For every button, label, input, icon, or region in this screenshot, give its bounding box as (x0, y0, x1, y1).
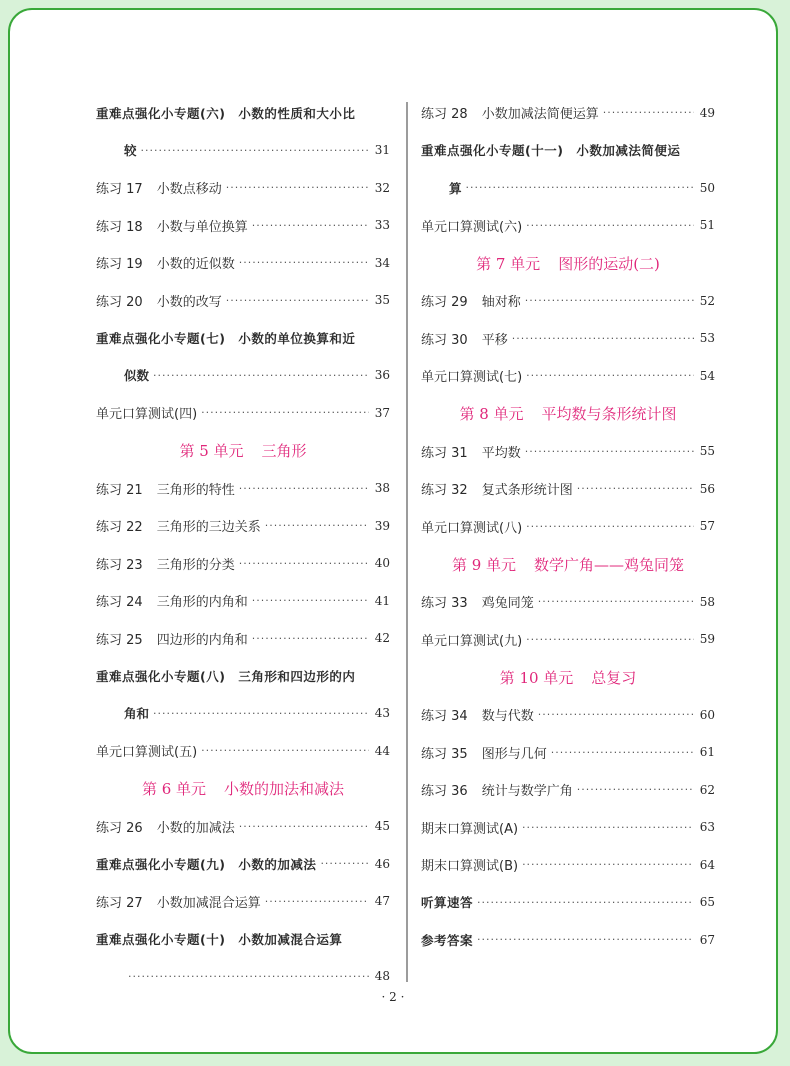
toc-page-number: 44 (374, 743, 390, 758)
leader-dots (201, 407, 369, 418)
toc-entry-exercise-33[interactable] (421, 583, 715, 621)
toc-entry-exercise-20[interactable] (96, 282, 390, 320)
toc-page-number: 59 (699, 632, 715, 647)
toc-entry-title: 单元口算测试(七) (421, 370, 523, 386)
toc-page-number: 48 (374, 969, 390, 984)
toc-entry-exercise-21[interactable] (96, 470, 390, 508)
exercise-number: 练习 20 (96, 294, 143, 310)
toc-page-number: 39 (374, 518, 390, 533)
toc-entry-title: 平均数 (481, 445, 521, 461)
toc-page-number: 35 (374, 293, 390, 308)
toc-page-number: 41 (374, 593, 390, 608)
toc-entry-exercise-34[interactable] (421, 696, 715, 734)
toc-entry-title: 四边形的内角和 (156, 632, 248, 648)
toc-entry-title: 较 (124, 143, 137, 159)
unit-title: 三角形 (261, 442, 307, 460)
toc-entry-special-11[interactable] (421, 132, 715, 170)
toc-page-number: 53 (699, 331, 715, 346)
toc-entry-title: 听算速答 (421, 895, 474, 911)
toc-page-number: 61 (699, 745, 715, 760)
exercise-number: 练习 35 (421, 746, 468, 762)
toc-entry-title: 三角形的特性 (156, 482, 235, 498)
exercise-number: 练习 25 (96, 632, 143, 648)
leader-dots (153, 708, 369, 719)
toc-page-number: 51 (699, 218, 715, 233)
toc-entry-title: 角和 (124, 706, 150, 722)
exercise-number: 练习 31 (421, 445, 468, 461)
leader-dots (512, 333, 694, 344)
exercise-number: 练习 18 (96, 219, 143, 235)
leader-dots (525, 446, 694, 457)
leader-dots (320, 858, 368, 869)
toc-entry-special-11-cont[interactable] (421, 169, 715, 207)
toc-page-number: 67 (699, 932, 715, 947)
toc-entry-title: 重难点强化小专题(七) 小数的单位换算和近 (96, 330, 356, 346)
unit-number: 第 6 单元 (141, 780, 207, 798)
page-number-footer: · 2 · (381, 990, 405, 1004)
toc-page-number: 34 (374, 255, 390, 270)
toc-entry-special-7-cont[interactable] (96, 357, 390, 395)
toc-entry-answers[interactable] (421, 921, 715, 959)
toc-left-column (96, 94, 390, 995)
toc-page-number: 63 (699, 820, 715, 835)
toc-entry-exercise-19[interactable] (96, 244, 390, 282)
exercise-number: 练习 23 (96, 557, 143, 573)
exercise-number: 练习 36 (421, 784, 468, 800)
toc-entry-unit-test-8[interactable] (421, 508, 715, 546)
toc-entry-title: 单元口算测试(五) (96, 745, 198, 761)
leader-dots (525, 295, 694, 306)
toc-page-number: 62 (699, 782, 715, 797)
toc-entry-title: 单元口算测试(六) (421, 219, 523, 235)
unit-number: 第 7 单元 (476, 254, 541, 273)
page-frame (8, 8, 778, 1054)
toc-entry-exercise-24[interactable] (96, 582, 390, 620)
exercise-number: 练习 26 (96, 820, 143, 836)
unit-heading-8[interactable] (421, 395, 715, 433)
toc-entry-special-7[interactable] (96, 319, 390, 357)
toc-page-number: 31 (374, 143, 390, 158)
leader-dots (538, 596, 694, 607)
leader-dots (577, 784, 694, 795)
leader-dots (526, 634, 694, 645)
unit-number: 第 8 单元 (459, 405, 524, 423)
unit-number: 第 9 单元 (451, 555, 517, 574)
toc-entry-exercise-28[interactable] (421, 94, 715, 132)
unit-title: 图形的运动(二) (558, 254, 660, 273)
leader-dots (477, 897, 694, 908)
leader-dots (141, 145, 369, 156)
toc-entry-title: 单元口算测试(九) (421, 633, 523, 649)
leader-dots (477, 934, 694, 945)
exercise-number: 练习 28 (421, 107, 468, 123)
leader-dots (226, 182, 369, 193)
toc-entry-title: 鸡兔同笼 (481, 596, 534, 612)
toc-entry-title: 三角形的三边关系 (156, 520, 261, 536)
toc-page-number: 57 (699, 519, 715, 534)
toc-entry-exercise-29[interactable] (421, 282, 715, 320)
toc-entry-title: 期末口算测试(B) (421, 859, 519, 875)
toc-entry-exercise-18[interactable] (96, 207, 390, 245)
leader-dots (239, 821, 369, 832)
leader-dots (252, 595, 369, 606)
toc-entry-title: 统计与数学广角 (481, 784, 573, 800)
leader-dots (526, 521, 694, 532)
toc-entry-special-8-cont[interactable] (96, 695, 390, 733)
toc-entry-exercise-36[interactable] (421, 771, 715, 809)
toc-entry-title: 轴对称 (481, 295, 521, 311)
leader-dots (538, 709, 694, 720)
leader-dots (466, 182, 694, 193)
leader-dots (252, 220, 369, 231)
exercise-number: 练习 32 (421, 483, 468, 499)
toc-entry-exercise-32[interactable] (421, 470, 715, 508)
unit-heading-10[interactable] (421, 658, 715, 696)
toc-entry-special-9[interactable] (96, 845, 390, 883)
unit-title: 小数的加法和减法 (224, 780, 345, 798)
toc-entry-exercise-17[interactable] (96, 169, 390, 207)
toc-page-number: 40 (374, 556, 390, 571)
toc-entry-final-test-b[interactable] (421, 846, 715, 884)
toc-entry-title: 重难点强化小专题(十一) 小数加减法简便运 (421, 143, 681, 159)
exercise-number: 练习 33 (421, 596, 468, 612)
toc-entry-unit-test-5[interactable] (96, 732, 390, 770)
toc-entry-special-8[interactable] (96, 657, 390, 695)
toc-entry-title: 小数点移动 (156, 182, 222, 198)
toc-entry-special-6-cont[interactable] (96, 132, 390, 170)
toc-entry-title: 期末口算测试(A) (421, 821, 519, 837)
toc-entry-listening[interactable] (421, 884, 715, 922)
exercise-number: 练习 17 (96, 182, 143, 198)
toc-entry-exercise-30[interactable] (421, 320, 715, 358)
toc-page-number: 55 (699, 444, 715, 459)
exercise-number: 练习 21 (96, 482, 143, 498)
toc-page-number: 50 (699, 180, 715, 195)
toc-entry-title: 小数加减法简便运算 (481, 107, 599, 123)
toc-page-number: 33 (374, 218, 390, 233)
unit-title: 平均数与条形统计图 (541, 405, 677, 423)
toc-entry-title: 重难点强化小专题(九) 小数的加减法 (96, 856, 317, 872)
toc-page-number: 49 (699, 105, 715, 120)
toc-entry-title: 三角形的分类 (156, 557, 235, 573)
exercise-number: 练习 30 (421, 332, 468, 348)
toc-entry-unit-test-4[interactable] (96, 394, 390, 432)
leader-dots (201, 745, 369, 756)
toc-entry-title: 平移 (481, 332, 508, 348)
column-divider (406, 102, 408, 982)
toc-entry-title: 复式条形统计图 (481, 483, 573, 499)
toc-page-number: 37 (374, 405, 390, 420)
leader-dots (265, 896, 369, 907)
toc-entry-title: 小数与单位换算 (156, 219, 248, 235)
toc-page-number: 42 (374, 631, 390, 646)
leader-dots (239, 257, 369, 268)
toc-entry-unit-test-6[interactable] (421, 207, 715, 245)
toc-page-number: 56 (699, 481, 715, 496)
leader-dots (252, 633, 369, 644)
toc-entry-title: 单元口算测试(八) (421, 520, 523, 536)
toc-page-number: 43 (374, 706, 390, 721)
toc-page-number: 38 (374, 481, 390, 496)
leader-dots (239, 483, 369, 494)
toc-entry-special-6[interactable] (96, 94, 390, 132)
leader-dots (526, 220, 694, 231)
toc-entry-title: 数与代数 (481, 709, 534, 725)
toc-entry-title: 小数的改写 (156, 294, 222, 310)
toc-page-number: 52 (699, 293, 715, 308)
toc-entry-title: 小数的近似数 (156, 257, 235, 273)
leader-dots (577, 483, 694, 494)
unit-number: 第 5 单元 (179, 442, 244, 460)
toc-entry-title: 小数的加减法 (156, 820, 235, 836)
toc-right-column (421, 94, 715, 959)
toc-entry-title: 图形与几何 (481, 746, 547, 762)
toc-entry-title: 算 (449, 180, 462, 196)
leader-dots (522, 859, 694, 870)
exercise-number: 练习 24 (96, 595, 143, 611)
toc-page-number: 54 (699, 368, 715, 383)
exercise-number: 练习 29 (421, 295, 468, 311)
exercise-number: 练习 34 (421, 709, 468, 725)
toc-page-number: 32 (374, 180, 390, 195)
toc-entry-exercise-23[interactable] (96, 545, 390, 583)
toc-entry-exercise-27[interactable] (96, 883, 390, 921)
toc-entry-title: 小数加减混合运算 (156, 895, 261, 911)
unit-heading-9[interactable] (421, 545, 715, 583)
exercise-number: 练习 19 (96, 257, 143, 273)
toc-entry-title: 单元口算测试(四) (96, 407, 198, 423)
toc-page-number: 45 (374, 819, 390, 834)
toc-entry-title: 重难点强化小专题(十) 小数加减混合运算 (96, 931, 343, 947)
toc-entry-special-10[interactable] (96, 920, 390, 958)
toc-page-number: 60 (699, 707, 715, 722)
toc-page-number: 46 (374, 856, 390, 871)
leader-dots (128, 971, 369, 982)
toc-entry-title: 参考答案 (421, 932, 474, 948)
toc-entry-exercise-26[interactable] (96, 808, 390, 846)
toc-entry-exercise-25[interactable] (96, 620, 390, 658)
toc-entry-exercise-22[interactable] (96, 507, 390, 545)
leader-dots (265, 520, 369, 531)
unit-number: 第 10 单元 (499, 668, 574, 687)
toc-entry-final-test-a[interactable] (421, 809, 715, 847)
leader-dots (522, 822, 694, 833)
toc-entry-exercise-31[interactable] (421, 433, 715, 471)
toc-page-number: 47 (374, 894, 390, 909)
toc-page-number: 36 (374, 368, 390, 383)
leader-dots (239, 558, 369, 569)
toc-entry-title: 重难点强化小专题(八) 三角形和四边形的内 (96, 668, 356, 684)
toc-page-number: 64 (699, 857, 715, 872)
exercise-number: 练习 27 (96, 895, 143, 911)
toc-entry-title: 重难点强化小专题(六) 小数的性质和大小比 (96, 105, 356, 121)
exercise-number: 练习 22 (96, 520, 143, 536)
unit-heading-6[interactable] (96, 770, 390, 808)
unit-heading-5[interactable] (96, 432, 390, 470)
toc-entry-title: 三角形的内角和 (156, 595, 248, 611)
leader-dots (551, 747, 694, 758)
leader-dots (603, 107, 694, 118)
toc-entry-unit-test-9[interactable] (421, 621, 715, 659)
toc-page-number: 58 (699, 594, 715, 609)
leader-dots (226, 295, 369, 306)
toc-entry-unit-test-7[interactable] (421, 357, 715, 395)
toc-entry-exercise-35[interactable] (421, 734, 715, 772)
toc-entry-title: 似数 (124, 368, 150, 384)
leader-dots (526, 370, 694, 381)
toc-page-number: 65 (699, 895, 715, 910)
unit-title: 数学广角——鸡兔同笼 (534, 555, 685, 574)
leader-dots (153, 370, 369, 381)
unit-heading-7[interactable] (421, 244, 715, 282)
unit-title: 总复习 (591, 668, 637, 687)
